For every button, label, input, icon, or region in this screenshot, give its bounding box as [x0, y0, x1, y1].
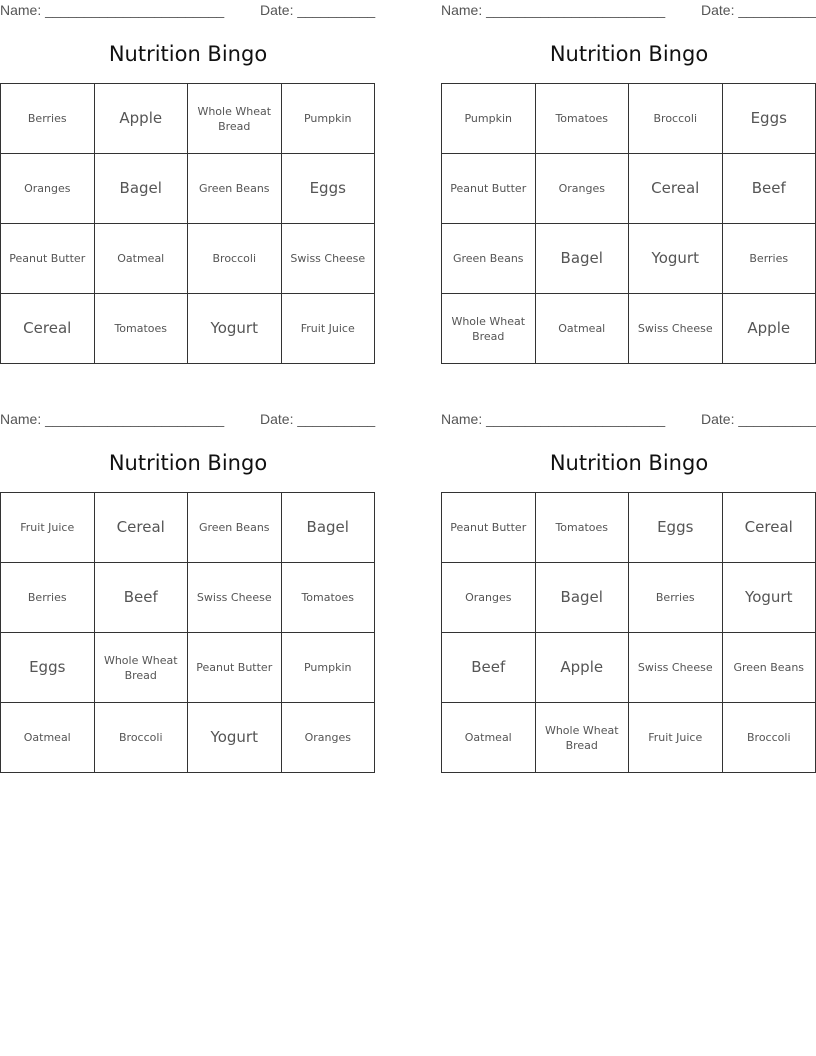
bingo-cell: Whole Wheat Bread	[188, 84, 282, 154]
bingo-cell: Beef	[95, 563, 189, 633]
date-field-label: Date: __________	[260, 411, 376, 427]
bingo-cell: Green Beans	[442, 224, 536, 294]
bingo-cell: Apple	[536, 633, 630, 703]
bingo-cell: Cereal	[1, 294, 95, 364]
bingo-grid	[441, 83, 816, 364]
bingo-cell: Fruit Juice	[629, 703, 723, 773]
bingo-cell: Pumpkin	[442, 84, 536, 154]
bingo-cell: Peanut Butter	[442, 154, 536, 224]
bingo-cell: Swiss Cheese	[629, 294, 723, 364]
bingo-cell: Bagel	[536, 224, 630, 294]
bingo-cell: Yogurt	[188, 703, 282, 773]
bingo-cell: Pumpkin	[282, 84, 376, 154]
bingo-cell: Cereal	[723, 493, 816, 563]
bingo-cell: Swiss Cheese	[282, 224, 376, 294]
bingo-cell: Peanut Butter	[1, 224, 95, 294]
bingo-cell: Green Beans	[188, 154, 282, 224]
bingo-card-2	[441, 0, 816, 370]
name-field-label: Name: _______________________	[441, 411, 666, 427]
bingo-cell: Tomatoes	[282, 563, 376, 633]
bingo-cell: Oatmeal	[95, 224, 189, 294]
name-field-label: Name: _______________________	[441, 2, 666, 18]
bingo-cell: Tomatoes	[536, 84, 630, 154]
bingo-cell: Berries	[629, 563, 723, 633]
header-line	[0, 2, 376, 20]
bingo-cell: Fruit Juice	[1, 493, 95, 563]
bingo-cell: Tomatoes	[536, 493, 630, 563]
date-field-label: Date: __________	[701, 411, 816, 427]
bingo-grid	[0, 492, 375, 773]
header-line	[441, 2, 816, 20]
bingo-cell: Bagel	[282, 493, 376, 563]
bingo-cell: Apple	[723, 294, 816, 364]
bingo-cell: Whole Wheat Bread	[95, 633, 189, 703]
bingo-cell: Oranges	[282, 703, 376, 773]
bingo-cell: Oatmeal	[536, 294, 630, 364]
bingo-card-4	[441, 409, 816, 779]
date-field-label: Date: __________	[260, 2, 376, 18]
bingo-cell: Eggs	[629, 493, 723, 563]
bingo-cell: Cereal	[95, 493, 189, 563]
bingo-cell: Broccoli	[629, 84, 723, 154]
bingo-cell: Swiss Cheese	[629, 633, 723, 703]
bingo-cell: Eggs	[282, 154, 376, 224]
bingo-cell: Oranges	[442, 563, 536, 633]
date-field-label: Date: __________	[701, 2, 816, 18]
bingo-cell: Broccoli	[188, 224, 282, 294]
bingo-cell: Oatmeal	[1, 703, 95, 773]
bingo-cell: Oatmeal	[442, 703, 536, 773]
bingo-cell: Peanut Butter	[188, 633, 282, 703]
bingo-cell: Berries	[1, 563, 95, 633]
bingo-cell: Berries	[723, 224, 816, 294]
bingo-cell: Bagel	[95, 154, 189, 224]
bingo-cell: Fruit Juice	[282, 294, 376, 364]
bingo-cell: Beef	[442, 633, 536, 703]
card-title: Nutrition Bingo	[108, 451, 268, 475]
bingo-cell: Eggs	[723, 84, 816, 154]
bingo-cell: Bagel	[536, 563, 630, 633]
bingo-cell: Eggs	[1, 633, 95, 703]
card-title: Nutrition Bingo	[549, 451, 709, 475]
bingo-cell: Broccoli	[723, 703, 816, 773]
bingo-card-3	[0, 409, 376, 779]
card-title: Nutrition Bingo	[549, 42, 709, 66]
bingo-grid	[0, 83, 375, 364]
bingo-cell: Green Beans	[188, 493, 282, 563]
bingo-cell: Berries	[1, 84, 95, 154]
bingo-cell: Swiss Cheese	[188, 563, 282, 633]
bingo-cell: Oranges	[536, 154, 630, 224]
bingo-cell: Cereal	[629, 154, 723, 224]
bingo-cell: Tomatoes	[95, 294, 189, 364]
bingo-cell: Peanut Butter	[442, 493, 536, 563]
header-line	[441, 411, 816, 429]
name-field-label: Name: _______________________	[0, 411, 225, 427]
bingo-grid	[441, 492, 816, 773]
bingo-cell: Beef	[723, 154, 816, 224]
bingo-cell: Oranges	[1, 154, 95, 224]
name-field-label: Name: _______________________	[0, 2, 225, 18]
bingo-cell: Green Beans	[723, 633, 816, 703]
bingo-cell: Whole Wheat Bread	[442, 294, 536, 364]
bingo-cell: Yogurt	[723, 563, 816, 633]
bingo-cell: Whole Wheat Bread	[536, 703, 630, 773]
bingo-cell: Broccoli	[95, 703, 189, 773]
bingo-cell: Yogurt	[629, 224, 723, 294]
bingo-cell: Apple	[95, 84, 189, 154]
bingo-cell: Pumpkin	[282, 633, 376, 703]
header-line	[0, 411, 376, 429]
bingo-card-1	[0, 0, 376, 370]
card-title: Nutrition Bingo	[108, 42, 268, 66]
bingo-cell: Yogurt	[188, 294, 282, 364]
